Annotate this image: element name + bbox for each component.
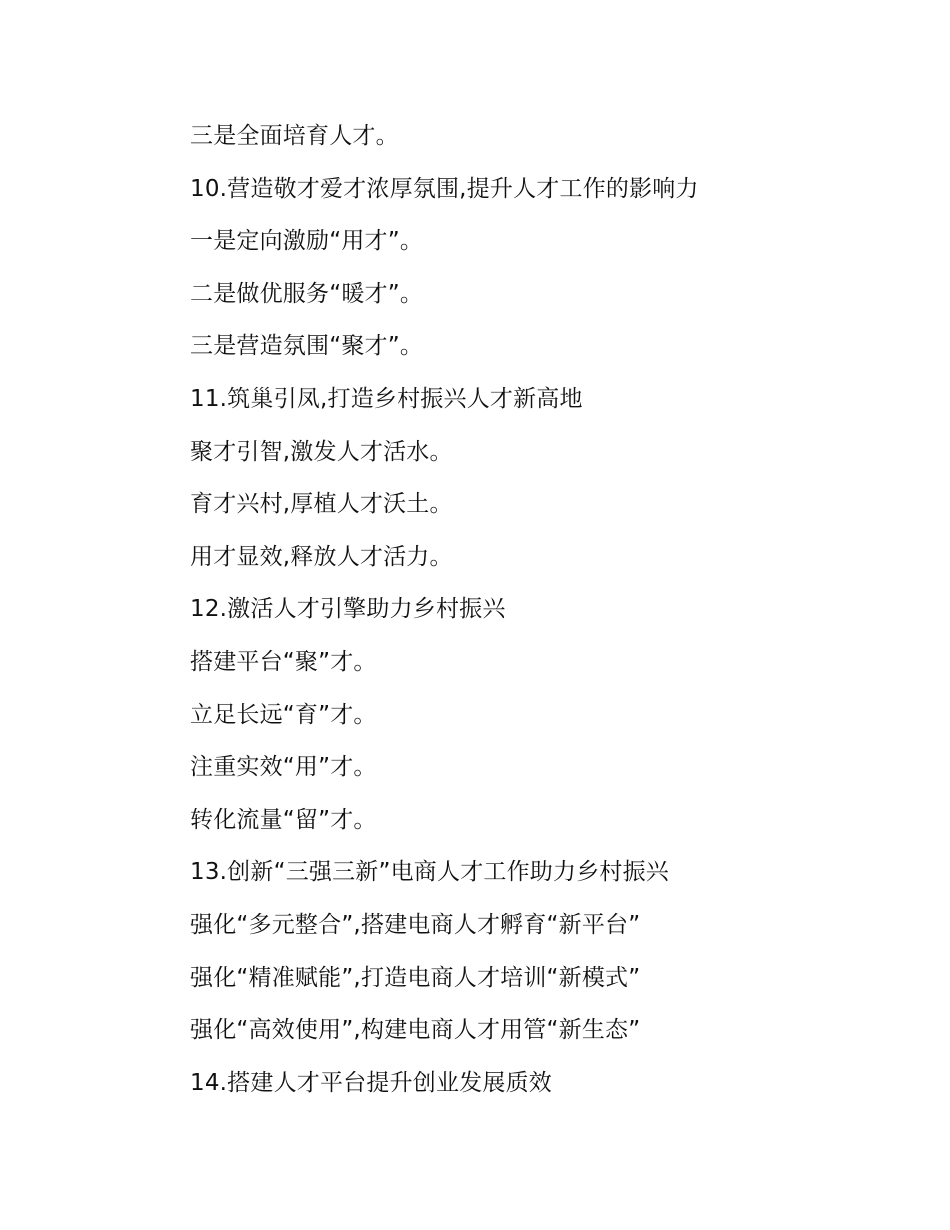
- text-line: 二是做优服务“暖才”。: [190, 280, 424, 307]
- document-body: [190, 114, 830, 1113]
- section-heading: 11.筑巢引凤,打造乡村振兴人才新高地: [190, 385, 583, 412]
- text-line: 强化“高效使用”,构建电商人才用管“新生态”: [190, 1017, 641, 1044]
- text-line: 立足长远“育”才。: [190, 701, 377, 728]
- section-heading: 14.搭建人才平台提升创业发展质效: [190, 1069, 552, 1096]
- section-heading: 12.激活人才引擎助力乡村振兴: [190, 596, 506, 623]
- text-line: 聚才引智,激发人才活水。: [190, 438, 453, 465]
- text-line: 育才兴村,厚植人才沃土。: [190, 491, 453, 518]
- text-line: 注重实效“用”才。: [190, 754, 377, 781]
- text-line: 用才显效,释放人才活力。: [190, 543, 453, 570]
- text-line: 强化“多元整合”,搭建电商人才孵育“新平台”: [190, 911, 641, 938]
- text-line: 搭建平台“聚”才。: [190, 648, 377, 675]
- text-line: 一是定向激励“用才”。: [190, 228, 424, 255]
- text-line: 三是营造氛围“聚才”。: [190, 333, 424, 360]
- section-heading: 13.创新“三强三新”电商人才工作助力乡村振兴: [190, 859, 670, 886]
- text-line: 三是全面培育人才。: [190, 123, 399, 149]
- text-line: 转化流量“留”才。: [190, 806, 377, 833]
- section-heading: 10.营造敬才爱才浓厚氛围,提升人才工作的影响力: [190, 175, 699, 202]
- text-line: 强化“精准赋能”,打造电商人才培训“新模式”: [190, 964, 641, 991]
